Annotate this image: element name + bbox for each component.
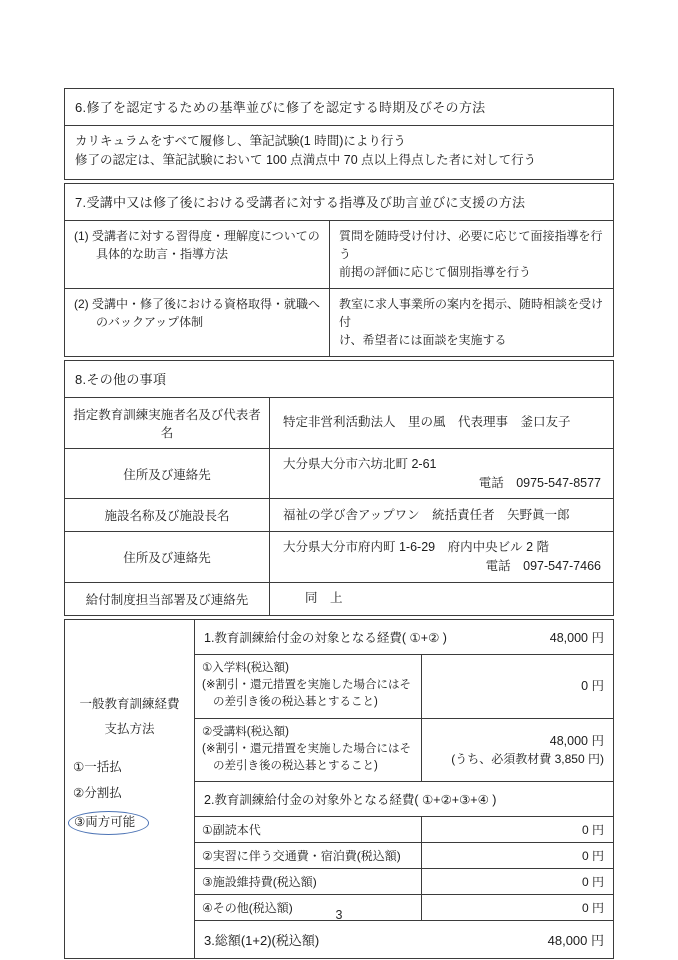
value-line: 特定非営利活動法人 里の風 代表理事 釜口友子: [283, 415, 571, 430]
fee-item-row: [195, 868, 613, 894]
section6-content-line: 修了の認定は、筆記試験において 100 点満点中 70 点以上得点した者に対して行う: [75, 153, 537, 168]
provider-name-value: [270, 398, 613, 448]
tuition-fee-amount: 48,000 円: [549, 733, 604, 748]
provider-name-label: 指定教育訓練実施者名及び代表者名: [65, 398, 270, 448]
note-line: の差引き後の税込碁とすること): [213, 760, 378, 772]
section7-row2-value: [330, 289, 613, 356]
document-body: [64, 88, 614, 959]
facility-name-value: [270, 499, 613, 531]
fee-eligible-amount: 48,000 円: [549, 630, 604, 645]
table-row: [65, 498, 613, 531]
excluded-item-label: ①副読本代: [195, 817, 422, 842]
payment-option-both-circled: ③両方可能: [68, 811, 149, 835]
facility-address-label: 住所及び連絡先: [65, 532, 270, 582]
tuition-fee-amount-note: (うち、必須教材費 3,850 円): [451, 752, 604, 767]
value-line: 前掲の評価に応じて個別指導を行う: [339, 264, 532, 279]
fee-total-label: 3.総額(1+2)(税込額): [204, 933, 320, 949]
entrance-fee-desc: [195, 655, 422, 718]
section6-title: 6.修了を認定するための基準並びに修了を認定する時期及びその方法: [75, 100, 486, 115]
label-line: のバックアップ体制: [96, 314, 204, 329]
fee-total-amount: 48,000 円: [547, 933, 604, 949]
payment-options: [65, 759, 194, 835]
section8-title: 8.その他の事項: [75, 371, 167, 387]
excluded-item-label: ②実習に伴う交通費・宿泊費(税込額): [195, 843, 422, 868]
excluded-item-amount: 0 円: [581, 823, 604, 838]
facility-name-label: 施設名称及び施設長名: [65, 499, 270, 531]
tuition-fee-desc: [195, 719, 422, 782]
table-row: [65, 531, 613, 582]
value-line: 質問を随時受け付け、必要に応じて面接指導を行う: [339, 228, 603, 261]
section7-box: [64, 183, 614, 357]
fee-row-entrance: [195, 654, 613, 718]
section7-title: 7.受講中又は修了後における受講者に対する指導及び助言並びに支援の方法: [75, 194, 526, 210]
address-label: 住所及び連絡先: [65, 449, 270, 499]
address-value: [270, 449, 613, 499]
section7-row2-label: [65, 289, 330, 356]
note-line: (※割引・還元措置を実施した場合にはそ: [202, 679, 411, 691]
section6-content-line: カリキュラムをすべて履修し、筆記試験(1 時間)により行う: [75, 134, 406, 148]
section6-box: [64, 88, 614, 180]
excluded-item-label: ③施設維持費(税込額): [195, 869, 422, 894]
excluded-item-amount: 0 円: [581, 901, 604, 916]
tuition-fee-amount-cell: [422, 719, 613, 782]
table-row: [65, 582, 613, 615]
value-line: 大分県大分市府内町 1-6-29 府内中央ビル 2 階: [283, 540, 550, 555]
fee-row-tuition: [195, 718, 613, 782]
section6-content: [65, 125, 613, 179]
fee-item-row: [195, 842, 613, 868]
fee-row-eligible: [195, 620, 613, 654]
facility-address-value: [270, 532, 613, 582]
excluded-item-label: ④その他(税込額): [195, 895, 422, 920]
value-line: 福祉の学び舎アップワン 統括責任者 矢野眞一郎: [283, 507, 570, 522]
value-line: 教室に求人事業所の案内を掲示、随時相談を受け付: [339, 296, 604, 329]
section8-box: [64, 360, 614, 616]
payment-option-installment: ②分割払: [73, 785, 122, 800]
note-line: の差引き後の税込碁とすること): [213, 696, 378, 709]
payment-title-line: 支払方法: [104, 722, 155, 737]
excluded-item-amount: 0 円: [581, 875, 604, 890]
fee-row-excluded-header: [195, 781, 613, 816]
payment-title-line: 一般教育訓練経費: [79, 696, 180, 711]
benefit-dept-label: 給付制度担当部署及び連絡先: [65, 583, 270, 615]
phone-line: 電話 097-547-7466: [485, 559, 601, 573]
fee-row-total: [195, 920, 613, 958]
table-row: [65, 448, 613, 499]
note-line: (※割引・還元措置を実施した場合にはそ: [202, 742, 411, 755]
table-row: [65, 397, 613, 448]
value-line: 同 上: [305, 591, 343, 606]
value-line: 大分県大分市六坊北町 2-61: [283, 456, 437, 471]
fee-item-row: [195, 816, 613, 842]
fee-excluded-label: 2.教育訓練給付金の対象外となる経費( ①+②+③+④ ): [204, 793, 497, 808]
table-row: [65, 220, 613, 288]
benefit-dept-value: [270, 583, 613, 615]
label-line: 具体的な助言・指導方法: [96, 246, 229, 261]
excluded-item-amount: 0 円: [581, 849, 604, 864]
section7-row1-value: [330, 221, 613, 288]
section7-row1-label: [65, 221, 330, 288]
payment-option-lump: ①一括払: [73, 760, 122, 774]
label-line: (1) 受講者に対する習得度・理解度についての: [74, 228, 320, 243]
page-number: 3: [335, 908, 343, 922]
tuition-fee-label: ②受講料(税込額): [202, 725, 289, 738]
phone-line: 電話 0975-547-8577: [478, 475, 601, 490]
entrance-fee-amount: 0 円: [581, 678, 604, 693]
label-line: (2) 受講中・修了後における資格取得・就職へ: [74, 296, 321, 311]
entrance-fee-amount-cell: [422, 655, 613, 718]
entrance-fee-label: ①入学料(税込額): [202, 661, 289, 674]
fee-eligible-label: 1.教育訓練給付金の対象となる経費( ①+② ): [204, 630, 447, 645]
table-row: [65, 288, 613, 356]
value-line: け、希望者には面談を実施する: [339, 332, 507, 347]
